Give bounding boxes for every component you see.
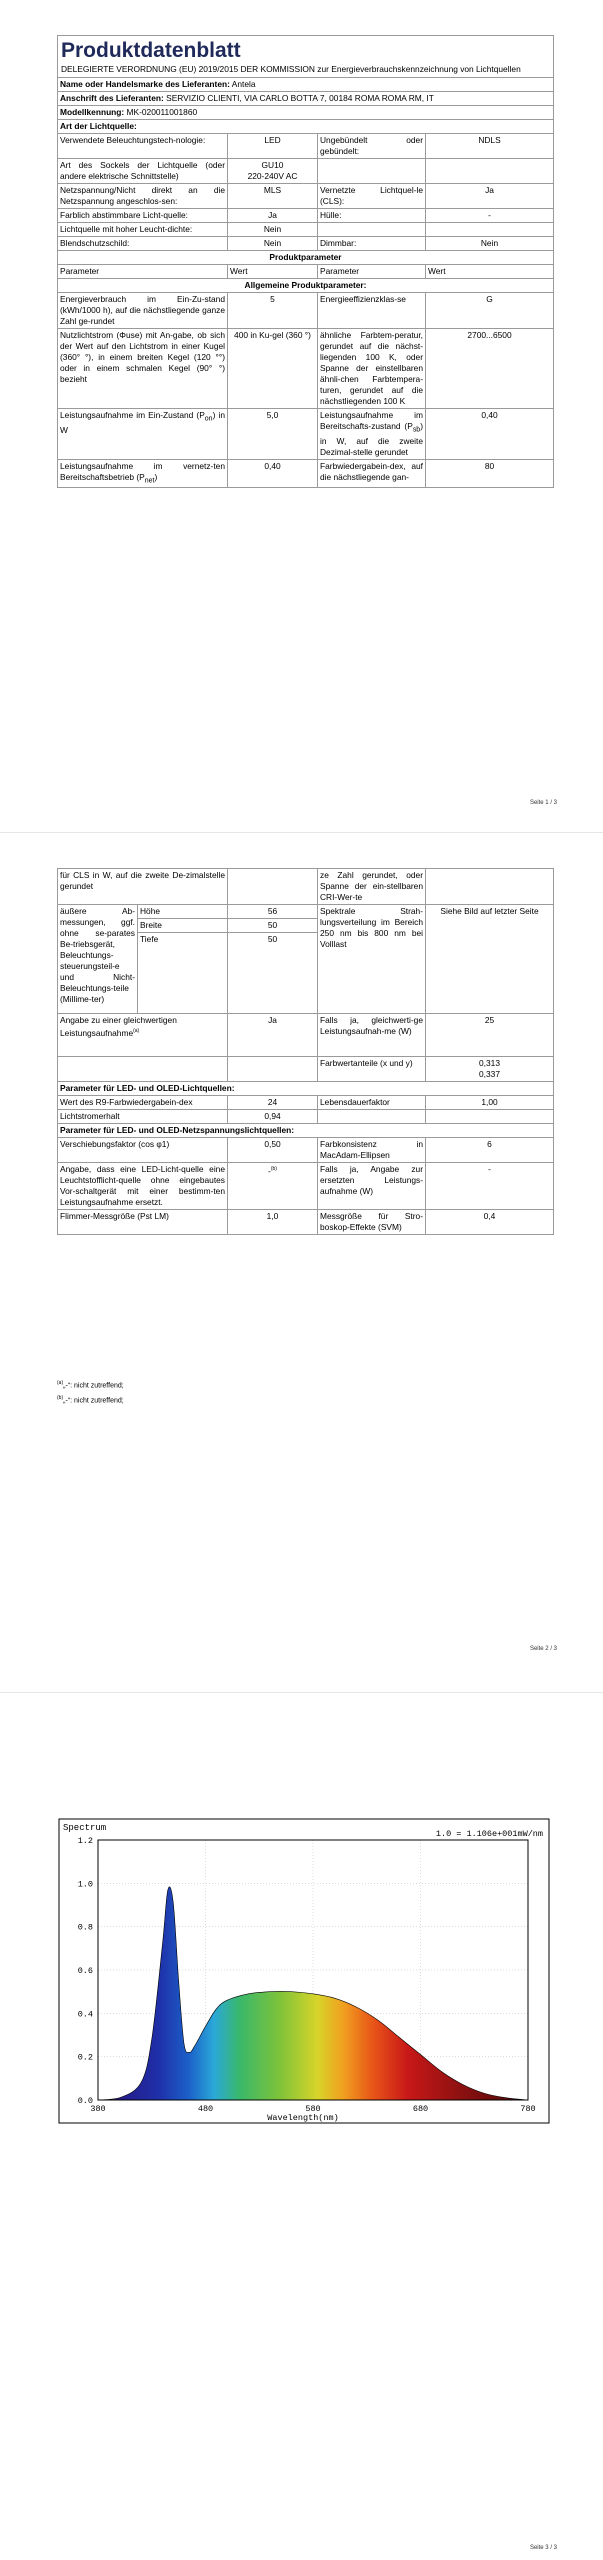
power-on-label-tail: ) in W [60, 410, 225, 435]
dimmable-label: Dimmbar: [318, 237, 426, 251]
r9-label: Wert des R9-Farbwiedergabein-dex [58, 1096, 228, 1110]
dimensions-label: äußere Ab-messungen, ggf. ohne se-parates Be-triebsgerät, Beleuchtungs-steuerungsteil-e und Nicht-Beleuchtungs-teile (Millime-ter) [58, 905, 138, 1014]
lumen-maintenance-label: Lichtstromerhalt [58, 1110, 228, 1124]
page-1 [0, 0, 603, 815]
y-tick-label: 0.8 [77, 1922, 93, 1933]
general-params-heading: Allgemeine Produktparameter: [58, 279, 554, 293]
table-row [58, 1138, 554, 1163]
x-tick-label: 380 [90, 2104, 106, 2114]
footnote-b [57, 1393, 124, 1406]
power-on-subscript: on [204, 415, 213, 423]
table-row [58, 905, 554, 919]
chromaticity-label: Farbwertanteile (x und y) [318, 1057, 426, 1082]
stroboscopic-value: 0,4 [426, 1210, 554, 1235]
tunable-label: Farblich abstimmbare Licht-quelle: [58, 209, 228, 223]
energy-consumption-value: 5 [228, 293, 318, 329]
table-row [58, 459, 554, 488]
product-params-heading: Produktparameter [58, 251, 554, 265]
energy-class-label: Energieeffizienzklas-se [318, 293, 426, 329]
model-label: Modellkennung: [60, 107, 125, 117]
product-data-sheet-table [57, 35, 554, 488]
supplier-name-label: Name oder Handelsmarke des Lieferanten: [60, 79, 230, 89]
page-divider [0, 832, 603, 833]
table-row [58, 869, 554, 905]
table-row [58, 159, 554, 184]
depth-label: Tiefe [138, 933, 228, 1014]
footnote-a-text: „-“: nicht zutreffend; [63, 1382, 124, 1390]
width-value: 50 [228, 919, 318, 933]
table-row [58, 1110, 554, 1124]
lighting-technology-label: Verwendete Beleuchtungstech-nologie: [58, 134, 228, 159]
standby-power-label: Leistungsaufnahme im Bereitschafts-zustand (P [320, 410, 423, 431]
empty-cell [318, 159, 426, 184]
table-header-row [58, 265, 554, 279]
column-header-parameter: Parameter [318, 265, 426, 279]
chromaticity-y-value: 0,337 [479, 1069, 500, 1079]
energy-class-value: G [426, 293, 554, 329]
spectrum-chart [58, 1818, 550, 2124]
chart-scale-annotation: 1.0 = 1.106e+001mW/nm [435, 1829, 543, 1839]
table-row [58, 1096, 554, 1110]
x-tick-label: 780 [520, 2104, 536, 2114]
table-row [58, 1014, 554, 1057]
equivalent-power-value: Ja [228, 1014, 318, 1057]
table-row [58, 184, 554, 209]
mains-params-heading: Parameter für LED- und OLED-Netzspannungslichtquellen: [58, 1124, 554, 1138]
empty-cell [426, 159, 554, 184]
color-consistency-value: 6 [426, 1138, 554, 1163]
standby-subscript: sb [412, 426, 421, 434]
spectral-distribution-value: Siehe Bild auf letzter Seite [426, 905, 554, 1014]
dimmable-value: Nein [426, 237, 554, 251]
table-row [58, 1210, 554, 1235]
networked-standby-value: 0,40 [228, 459, 318, 488]
page-number: Seite 3 / 3 [529, 2545, 557, 2551]
energy-consumption-label: Energieverbrauch im Ein-Zu-stand (kWh/1000 h), auf die nächstliegende ganze Zahl ge-rundet [58, 293, 228, 329]
directional-label: Ungebündelt oder gebündelt: [318, 134, 426, 159]
empty-cell [318, 223, 426, 237]
chromaticity-x-value: 0,313 [479, 1058, 500, 1068]
networked-standby-label-tail: ) [154, 471, 158, 482]
light-source-type-label: Art der Lichtquelle: [58, 120, 554, 134]
anti-glare-value: Nein [228, 237, 318, 251]
survival-factor-label: Lebensdauerfaktor [318, 1096, 426, 1110]
footnote-marker-a: (a) [133, 1028, 140, 1034]
cri-value: 80 [426, 459, 554, 488]
cct-value: 2700...6500 [426, 329, 554, 409]
displacement-factor-label: Verschiebungsfaktor (cos φ1) [58, 1138, 228, 1163]
y-tick-label: 1.0 [77, 1879, 93, 1890]
footnote-a [57, 1378, 124, 1391]
table-row [58, 329, 554, 409]
x-axis-label: Wavelength(nm) [267, 2113, 339, 2123]
cls-value: Ja [426, 184, 554, 209]
cct-label: ähnliche Farbtem-peratur, gerundet auf die nächst-liegenden 100 K, oder Spanne der einstellbaren ähnli-chen Farbtempera-turen, gerundet auf die nächstliegenden 100 K [318, 329, 426, 409]
table-row [58, 209, 554, 223]
equivalent-power-label: Angabe zu einer gleichwertigen Leistungsaufnahme [60, 1015, 177, 1038]
table-row [58, 1163, 554, 1210]
networked-standby-label: Leistungsaufnahme im vernetz-ten Bereitschaftsbetrieb (P [60, 460, 225, 482]
table-row [58, 134, 554, 159]
footnote-marker-b: (b) [270, 1166, 277, 1172]
cap-type-value: GU10 [261, 160, 284, 170]
model-id: MK-020011001860 [126, 107, 198, 117]
standby-power-label-tail: ) in W, auf die zweite Dezimal-stelle gerundet [320, 421, 423, 457]
directional-value: NDLS [426, 134, 554, 159]
mains-label: Netzspannung/Nicht direkt an die Netzspannung angeschlos-sen: [58, 184, 228, 209]
displacement-factor-value: 0,50 [228, 1138, 318, 1163]
supplier-name: Antela [231, 79, 256, 89]
y-tick-label: 1.2 [77, 1836, 93, 1846]
networked-standby-subscript: net [144, 477, 155, 485]
y-tick-label: 0.0 [77, 2096, 93, 2106]
spectral-distribution-label: Spektrale Strah-lungsverteilung im Bereich 250 nm bis 800 nm bei Volllast [318, 905, 426, 1014]
envelope-label: Hülle: [318, 209, 426, 223]
replaced-power-label: Falls ja, Angabe zur ersetzten Leistungs-aufnahme (W) [318, 1163, 426, 1210]
survival-factor-value: 1,00 [426, 1096, 554, 1110]
footnote-b-text: „-“: nicht zutreffend; [63, 1397, 124, 1405]
column-header-value: Wert [426, 265, 554, 279]
fluorescent-replacement-value: - [268, 1165, 271, 1176]
luminous-flux-value: 400 in Ku-gel (360 °) [228, 329, 318, 409]
page-divider [0, 1692, 603, 1693]
supplier-address-label: Anschrift des Lieferanten: [60, 93, 164, 103]
document-title: Produktdatenblatt [61, 39, 241, 62]
page-2 [0, 848, 603, 1704]
supplier-address: SERVIZIO CLIENTI, VIA CARLO BOTTA 7, 00184 ROMA ROMA RM, IT [166, 93, 434, 103]
led-params-heading: Parameter für LED- und OLED-Lichtquellen: [58, 1082, 554, 1096]
y-tick-label: 0.2 [77, 2052, 93, 2063]
y-tick-label: 0.6 [77, 1966, 93, 1976]
footnote-b-marker: (b) [57, 1395, 64, 1401]
y-tick-label: 0.4 [77, 2009, 93, 2020]
cap-voltage-value: 220-240V AC [247, 171, 298, 181]
envelope-value: - [426, 209, 554, 223]
fluorescent-replacement-label: Angabe, dass eine LED-Licht-quelle eine Leuchtstofflicht-quelle ohne eingebautes Vor-schaltgerät mit einer bestimm-ten Leistungsaufnahme ersetzt. [58, 1163, 228, 1210]
flicker-label: Flimmer-Messgröße (Pst LM) [58, 1210, 228, 1235]
stroboscopic-label: Messgröße für Stro-boskop-Effekte (SVM) [318, 1210, 426, 1235]
replaced-power-value: - [426, 1163, 554, 1210]
power-on-value: 5,0 [228, 409, 318, 460]
cap-type-label: Art des Sockels der Lichtquelle (oder andere elektrische Schnittstelle) [58, 159, 228, 184]
equivalent-power-watt-label: Falls ja, gleichwerti-ge Leistungsaufnah-me (W) [318, 1014, 426, 1057]
high-luminance-label: Lichtquelle mit hoher Leucht-dichte: [58, 223, 228, 237]
flicker-value: 1,0 [228, 1210, 318, 1235]
x-tick-label: 480 [197, 2104, 214, 2114]
column-header-parameter: Parameter [58, 265, 228, 279]
tunable-value: Ja [228, 209, 318, 223]
power-on-label: Leistungsaufnahme im Ein-Zustand (P [60, 410, 205, 420]
table-row [58, 1057, 554, 1082]
x-tick-label: 580 [305, 2104, 321, 2114]
table-row [58, 409, 554, 460]
cls-label: Vernetzte Lichtquel-le (CLS): [318, 184, 426, 209]
regulation-text: DELEGIERTE VERORDNUNG (EU) 2019/2015 DER KOMMISSION zur Energieverbrauchskennzeichnung von Lichtquellen [61, 64, 521, 74]
page-number: Seite 1 / 3 [529, 800, 557, 806]
table-row [58, 293, 554, 329]
height-label: Höhe [138, 905, 228, 919]
chart-title: Spectrum [63, 1823, 107, 1833]
lumen-maintenance-value: 0,94 [228, 1110, 318, 1124]
x-tick-label: 680 [412, 2104, 429, 2114]
empty-cell [426, 223, 554, 237]
product-data-sheet-table-continued [57, 868, 554, 1235]
color-consistency-label: Farbkonsistenz in MacAdam-Ellipsen [318, 1138, 426, 1163]
networked-standby-label-continued: für CLS in W, auf die zweite De-zimalstelle gerundet [58, 869, 228, 905]
footnote-a-marker: (a) [57, 1380, 64, 1386]
anti-glare-label: Blendschutzschild: [58, 237, 228, 251]
height-value: 56 [228, 905, 318, 919]
cri-label-continued: ze Zahl gerundet, oder Spanne der ein-stellbaren CRI-Wer-te [318, 869, 426, 905]
table-row [58, 223, 554, 237]
high-luminance-value: Nein [228, 223, 318, 237]
standby-power-value: 0,40 [426, 409, 554, 460]
lighting-technology-value: LED [228, 134, 318, 159]
table-row [58, 237, 554, 251]
r9-value: 24 [228, 1096, 318, 1110]
depth-value: 50 [228, 933, 318, 1014]
equivalent-power-watt-value: 25 [426, 1014, 554, 1057]
column-header-value: Wert [228, 265, 318, 279]
width-label: Breite [138, 919, 228, 933]
page-number: Seite 2 / 3 [529, 1646, 557, 1652]
cri-label: Farbwiedergabein-dex, auf die nächstliegende gan- [318, 459, 426, 488]
luminous-flux-label: Nutzlichtstrom (Φuse) mit An-gabe, ob sich der Wert auf den Lichtstrom in einer Kugel (360° °), in einem breiten Kegel (120 °°) oder in einem schmalen Kegel (90° °) bezieht [58, 329, 228, 409]
mains-value: MLS [228, 184, 318, 209]
